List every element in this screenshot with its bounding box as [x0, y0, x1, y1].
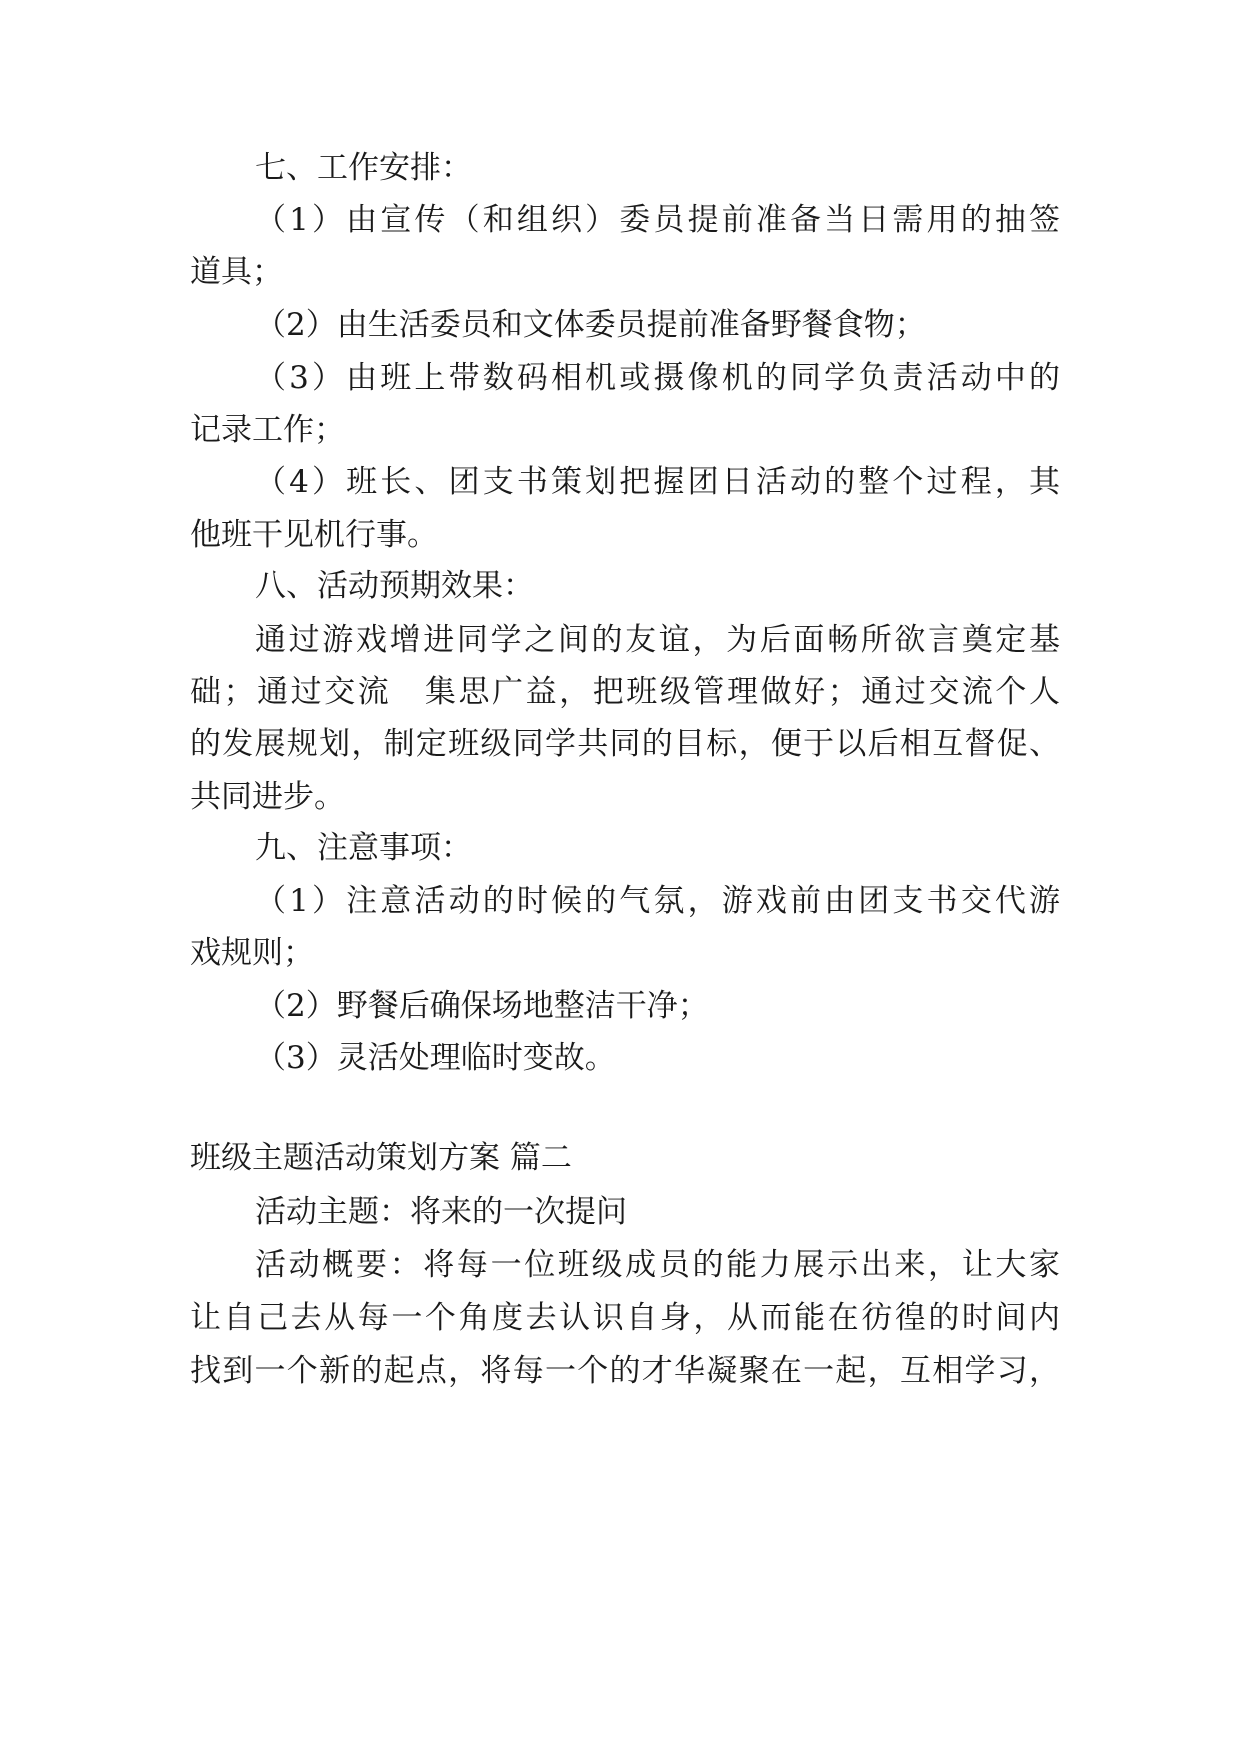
- section-seven-item1-line1: （1）由宣传（和组织）委员提前准备当日需用的抽签: [255, 202, 1060, 238]
- overview-line1: 活动概要：将每一位班级成员的能力展示出来，让大家: [255, 1247, 1060, 1283]
- section-nine-item1-line2: 戏规则；: [190, 935, 314, 971]
- section-nine-item1-line1: （1）注意活动的时候的气氛，游戏前由团支书交代游: [255, 883, 1060, 919]
- section-eight-para-line3: 的发展规划，制定班级同学共同的目标，便于以后相互督促、: [190, 726, 1060, 762]
- section-eight-para-line4: 共同进步。: [190, 779, 345, 815]
- section-eight-para-line1: 通过游戏增进同学之间的友谊，为后面畅所欲言奠定基: [255, 622, 1060, 658]
- section-seven-item3-line1: （3）由班上带数码相机或摄像机的同学负责活动中的: [255, 360, 1060, 396]
- section-seven-item1-line2: 道具；: [190, 254, 283, 290]
- overview-line3: 找到一个新的起点，将每一个的才华凝聚在一起，互相学习，: [190, 1353, 1060, 1389]
- section-seven-item4-line1: （4）班长、团支书策划把握团日活动的整个过程，其: [255, 464, 1060, 500]
- section-nine-item2: （2）野餐后确保场地整洁干净；: [255, 988, 709, 1024]
- section-nine-item3: （3）灵活处理临时变故。: [255, 1040, 616, 1076]
- section-seven-item4-line2: 他班干见机行事。: [190, 517, 438, 553]
- section-seven-item2: （2）由生活委员和文体委员提前准备野餐食物；: [255, 307, 926, 343]
- section-eight-heading: 八、活动预期效果：: [255, 568, 534, 604]
- section-seven-heading: 七、工作安排：: [255, 150, 472, 186]
- section-seven-item3-line2: 记录工作；: [190, 412, 345, 448]
- section-nine-heading: 九、注意事项：: [255, 830, 472, 866]
- theme-line: 活动主题：将来的一次提问: [255, 1194, 627, 1230]
- part-two-title: 班级主题活动策划方案 篇二: [190, 1140, 572, 1176]
- overview-line2: 让自己去从每一个角度去认识自身，从而能在彷徨的时间内: [190, 1300, 1060, 1336]
- section-eight-para-line2: 础；通过交流 集思广益，把班级管理做好；通过交流个人: [190, 674, 1060, 710]
